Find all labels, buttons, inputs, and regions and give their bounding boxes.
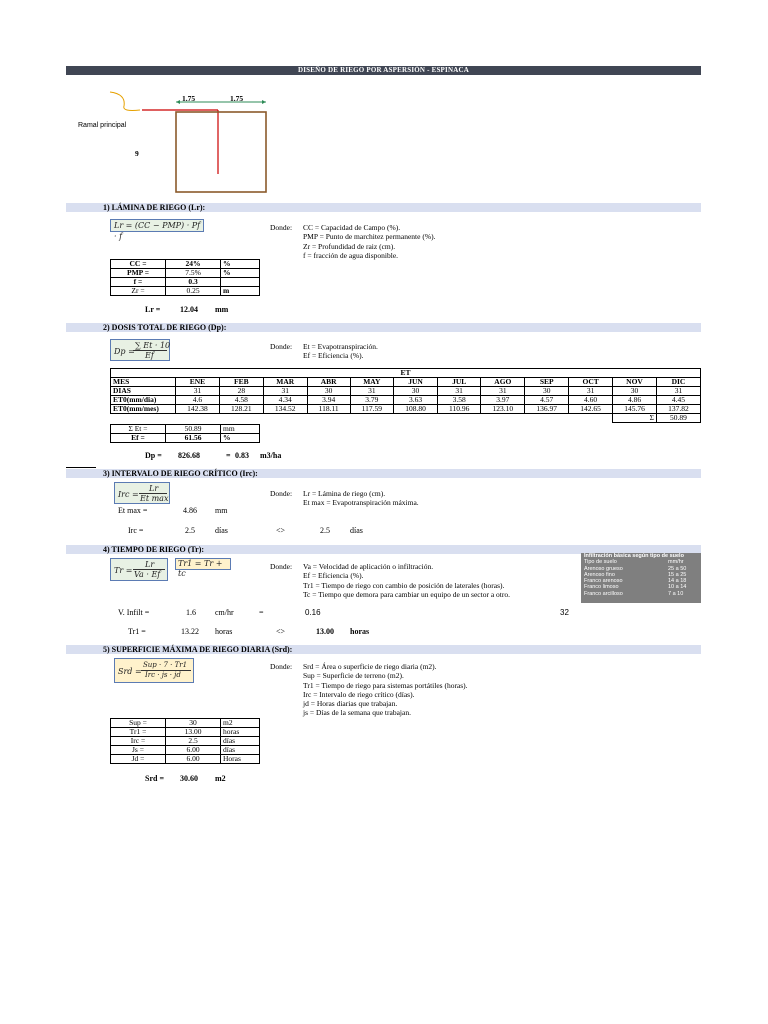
infiltration-reference-table: Infiltración básica según tipo de suelo Tipo de suelo mm/hr Arenoso grueso 25 a 50 Arenoso fino 15 a 25 Franco arenoso 14 a 18 Franco limoso 10 a 14 Franco arcilloso 7 a 10 (581, 553, 701, 603)
et-title: ET (111, 369, 701, 378)
table-row: MES ENE FEB MAR ABR MAY JUN JUL AGO SEP OCT NOV DIC (111, 378, 701, 387)
table-row: Arenoso grueso 25 a 50 (584, 565, 687, 572)
table-row: ET0(mm/dia) 4.6 4.58 4.34 3.94 3.79 3.63 3.58 3.97 4.57 4.60 4.86 4.45 (111, 396, 701, 405)
vinfilt-unit: cm/hr (215, 608, 234, 617)
params-table-s2 (110, 424, 260, 443)
table-row: Irc = 2.5 días (111, 737, 260, 746)
table-row: Jd = 6.00 Horas (111, 755, 260, 764)
tr1-unit: horas (215, 627, 233, 636)
etmax-value: 4.86 (183, 506, 197, 515)
pointer-curve (110, 92, 140, 111)
tr1-unit2: horas (350, 627, 370, 636)
tr1-label: Tr1 = (128, 627, 146, 636)
donde-label: Donde: (270, 562, 293, 571)
table-row: Franco arcilloso 7 a 10 (584, 590, 684, 597)
formula-irc: Irc = Lr Et max (114, 482, 170, 504)
dim-label-2: 1.75 (230, 94, 244, 103)
etmax-label: Et max = (118, 506, 148, 515)
srd-value: 30.60 (180, 774, 198, 783)
vinfilt-label: V. Infilt = (118, 608, 150, 617)
irc-arrow: <> (276, 526, 286, 535)
dp-label: Dp = (145, 451, 162, 460)
table-row: Sup = 30 m2 (111, 719, 260, 728)
dim-label-1: 1.75 (182, 94, 196, 103)
table-row: ET0(mm/mes) 142.38 128.21 134.52 118.11 117.59 108.80 110.96 123.10 136.97 142.65 145.76 137.82 (111, 405, 701, 414)
lr-result-label: Lr = (145, 305, 161, 314)
irc-unit: días (215, 526, 228, 535)
etmax-unit: mm (215, 506, 228, 515)
arrowhead (262, 100, 266, 104)
vinfilt-eq: = (259, 608, 264, 617)
params-table-s1 (110, 259, 260, 296)
table-row: Js = 6.00 días (111, 746, 260, 755)
formula-lr: Lr = (CC − PMP) · Pf · f (110, 219, 204, 232)
vinfilt-value2: 0.16 (305, 608, 321, 617)
definitions-s4: Va = Velocidad de aplicación o infiltración. Ef = Eficiencia (%). Tr1 = Tiempo de riego con cambio de posición de laterales (horas). Tc = Tiempo que demora para cambiar un equipo de un sector a otro. (303, 562, 510, 599)
irc-label: Irc = (128, 526, 144, 535)
tr1-value: 13.22 (181, 627, 199, 636)
et-table (110, 368, 701, 423)
srd-label: Srd = (145, 774, 165, 783)
dp-value2: 0.83 (235, 451, 249, 460)
formula-srd: Srd = Sup · 7 · Tr1 Irc · js · jd (114, 658, 194, 683)
donde-label: Donde: (270, 223, 293, 232)
table-row: Tr1 = 13.00 horas (111, 728, 260, 737)
table-row: Σ Et = 50.89 mm (111, 425, 260, 434)
lr-result-value: 12.04 (180, 305, 198, 314)
sum-label: Σ (613, 414, 657, 423)
irc-unit2: días (350, 526, 363, 535)
definitions-s5: Srd = Área o superficie de riego diaria (m2). Sup = Superficie de terreno (m2). Tr1 = Tiempo de riego para sistemas portátiles (horas). Irc = Intervalo de riego crítico (días). jd = Horas diarias que trabajan. js = Días de la semana que trabajan. (303, 662, 468, 718)
table-row: CC = 24% % (111, 260, 260, 269)
section-1-header: 1) LÁMINA DE RIEGO (Lr): (66, 203, 701, 212)
dim-label-side: 9 (135, 149, 139, 158)
section-2-header: 2) DOSIS TOTAL DE RIEGO (Dp): (66, 323, 701, 332)
vinfilt-value: 1.6 (186, 608, 196, 617)
dp-unit: m3/ha (260, 451, 282, 460)
donde-label: Donde: (270, 342, 293, 351)
srd-unit: m2 (215, 774, 226, 783)
section-4-header: 4) TIEMPO DE RIEGO (Tr): (66, 545, 701, 554)
arrowhead (176, 100, 180, 104)
definitions-s3: Lr = Lámina de riego (cm). Et max = Evapotranspiración máxima. (303, 489, 419, 508)
donde-label: Donde: (270, 662, 293, 671)
table-row: Ef = 61.56 % (111, 434, 260, 443)
table-row: Zr = 0.25 m (111, 287, 260, 296)
lr-result-unit: mm (215, 305, 229, 314)
formula-tr1: Tr1 = Tr + tc (175, 558, 231, 570)
table-row: Tipo de suelo mm/hr (584, 559, 684, 566)
dp-eq: = (226, 451, 231, 460)
dp-value: 826.68 (178, 451, 200, 460)
table-row: Franco limoso 10 a 14 (584, 584, 687, 591)
table-row: Franco arenoso 14 a 18 (584, 578, 687, 585)
tr1-value2: 13.00 (316, 627, 334, 636)
section-3-header: 3) INTERVALO DE RIEGO CRÍTICO (Irc): (66, 469, 701, 478)
page-title: DISEÑO DE RIEGO POR ASPERSIÓN - ESPINACA (66, 66, 701, 75)
field-rectangle (176, 112, 266, 192)
params-table-s5 (110, 718, 260, 764)
section-5-header: 5) SUPERFICIE MÁXIMA DE RIEGO DIARIA (Srd): (66, 645, 701, 654)
irc-value2: 2.5 (320, 526, 330, 535)
table-row: Arenoso fino 15 a 25 (584, 571, 687, 578)
donde-label: Donde: (270, 489, 293, 498)
sum-value: 50.89 (656, 414, 700, 423)
table-row (111, 414, 701, 423)
vinfilt-extra: 32 (560, 608, 569, 617)
divider (66, 467, 96, 468)
irc-value: 2.5 (185, 526, 195, 535)
ramal-label: Ramal principal (78, 122, 127, 129)
table-row: f = 0.3 (111, 278, 260, 287)
definitions-s2: Et = Evapotranspiración. Ef = Eficiencia (%). (303, 342, 378, 361)
formula-tr: Tr = Lr Va · Ef (110, 558, 168, 581)
table-row: DIAS 31 28 31 30 31 30 31 31 30 31 30 31 (111, 387, 701, 396)
formula-dp: Dp = ∑ Et · 10 Ef (110, 339, 170, 361)
table-row: PMP = 7.5% % (111, 269, 260, 278)
definitions-s1: CC = Capacidad de Campo (%). PMP = Punto de marchitez permanente (%). Zr = Profundidad de raiz (cm). f = fracción de agua disponible. (303, 223, 436, 260)
tr1-arrow: <> (276, 627, 286, 636)
